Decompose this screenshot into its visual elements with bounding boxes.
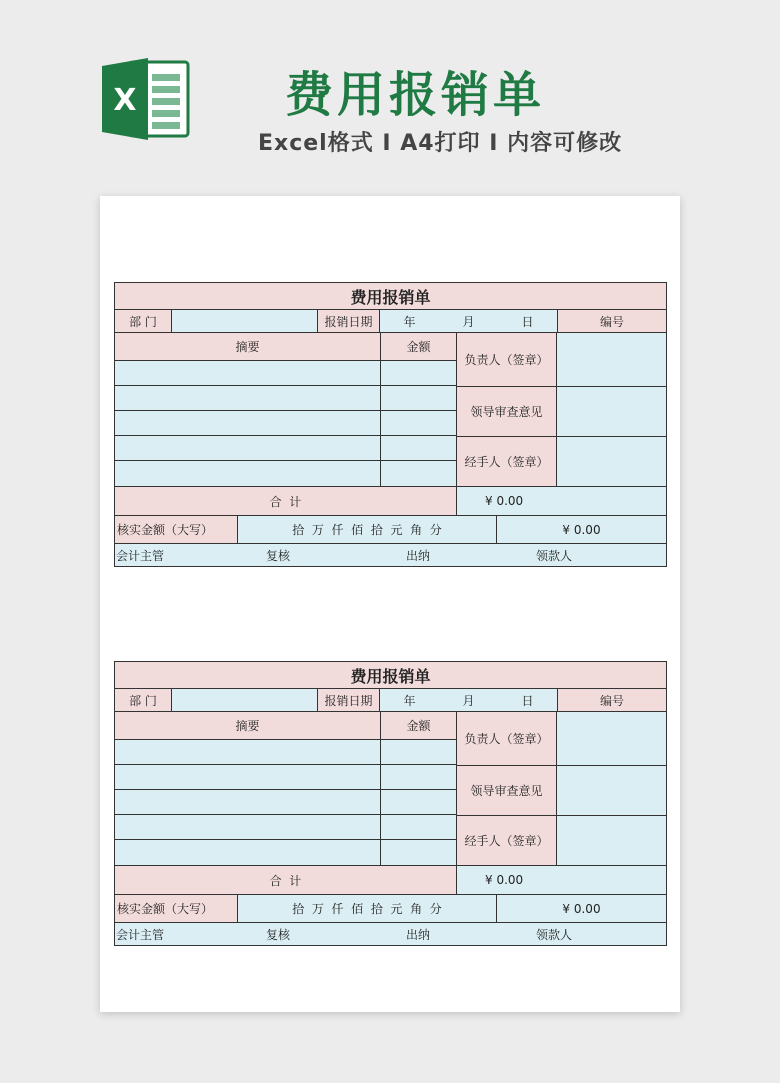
summary-cell[interactable] — [114, 764, 381, 790]
excel-logo-icon — [100, 52, 192, 144]
leader-opinion-label: 领导审查意见 — [456, 386, 557, 437]
logo-letter: X — [113, 83, 137, 118]
amount-cell[interactable] — [380, 360, 457, 386]
total-label: 合 计 — [114, 865, 457, 895]
leader-opinion-cell[interactable] — [556, 765, 667, 816]
summary-cell[interactable] — [114, 839, 381, 866]
summary-cell[interactable] — [114, 814, 381, 840]
amount-header: 金额 — [380, 332, 457, 361]
payee-label: 领款人 — [536, 548, 573, 563]
dept-label: 部 门 — [114, 688, 172, 712]
cashier-label: 出纳 — [406, 548, 431, 563]
day-label: 日 — [521, 314, 534, 329]
review-label: 复核 — [266, 927, 291, 942]
summary-cell[interactable] — [114, 360, 381, 386]
page-title: 费用报销单 — [285, 67, 546, 123]
handler-sign-cell[interactable] — [556, 815, 667, 866]
review-label: 复核 — [266, 548, 291, 563]
amount-cell[interactable] — [380, 789, 457, 815]
summary-cell[interactable] — [114, 789, 381, 815]
year-label: 年 — [403, 314, 416, 329]
handler-label: 经手人（签章） — [456, 436, 557, 487]
signature-row — [114, 543, 667, 567]
accounting-head-label: 会计主管 — [116, 927, 165, 942]
summary-cell[interactable] — [114, 385, 381, 411]
amount-cell[interactable] — [380, 435, 457, 461]
leader-opinion-label: 领导审查意见 — [456, 765, 557, 816]
date-input[interactable] — [379, 688, 558, 712]
page-subtitle: Excel格式 I A4打印 I 内容可修改 — [258, 131, 623, 156]
total-label: 合 计 — [114, 486, 457, 516]
banner — [0, 0, 780, 180]
amount-cell[interactable] — [380, 410, 457, 436]
cashier-label: 出纳 — [406, 927, 431, 942]
date-input[interactable] — [379, 309, 558, 333]
verified-amount-value[interactable]: ¥ 0.00 — [496, 515, 667, 544]
amount-cell[interactable] — [380, 764, 457, 790]
document-page — [100, 196, 680, 1012]
verified-amount-label: 核实金额（大写） — [114, 894, 238, 923]
form-title: 费用报销单 — [114, 282, 667, 310]
amount-cell[interactable] — [380, 739, 457, 765]
signature-row — [114, 922, 667, 946]
total-value[interactable]: ¥ 0.00 — [456, 486, 667, 516]
amount-units: 拾 万 仟 佰 拾 元 角 分 — [237, 894, 497, 923]
responsible-sign-cell[interactable] — [556, 711, 667, 766]
responsible-sign-cell[interactable] — [556, 332, 667, 387]
summary-cell[interactable] — [114, 435, 381, 461]
day-label: 日 — [521, 693, 534, 708]
date-label: 报销日期 — [317, 688, 380, 712]
amount-header: 金额 — [380, 711, 457, 740]
leader-opinion-cell[interactable] — [556, 386, 667, 437]
amount-cell[interactable] — [380, 839, 457, 866]
summary-header: 摘要 — [114, 332, 381, 361]
responsible-label: 负责人（签章） — [456, 332, 557, 387]
number-label: 编号 — [557, 309, 667, 333]
month-label: 月 — [462, 693, 475, 708]
handler-sign-cell[interactable] — [556, 436, 667, 487]
responsible-label: 负责人（签章） — [456, 711, 557, 766]
amount-cell[interactable] — [380, 460, 457, 487]
date-label: 报销日期 — [317, 309, 380, 333]
month-label: 月 — [462, 314, 475, 329]
summary-cell[interactable] — [114, 739, 381, 765]
amount-units: 拾 万 仟 佰 拾 元 角 分 — [237, 515, 497, 544]
summary-cell[interactable] — [114, 410, 381, 436]
accounting-head-label: 会计主管 — [116, 548, 165, 563]
verified-amount-label: 核实金额（大写） — [114, 515, 238, 544]
dept-input[interactable] — [171, 309, 318, 333]
year-label: 年 — [403, 693, 416, 708]
number-label: 编号 — [557, 688, 667, 712]
verified-amount-value[interactable]: ¥ 0.00 — [496, 894, 667, 923]
dept-input[interactable] — [171, 688, 318, 712]
summary-header: 摘要 — [114, 711, 381, 740]
amount-cell[interactable] — [380, 385, 457, 411]
total-value[interactable]: ¥ 0.00 — [456, 865, 667, 895]
payee-label: 领款人 — [536, 927, 573, 942]
form-title: 费用报销单 — [114, 661, 667, 689]
summary-cell[interactable] — [114, 460, 381, 487]
amount-cell[interactable] — [380, 814, 457, 840]
dept-label: 部 门 — [114, 309, 172, 333]
handler-label: 经手人（签章） — [456, 815, 557, 866]
